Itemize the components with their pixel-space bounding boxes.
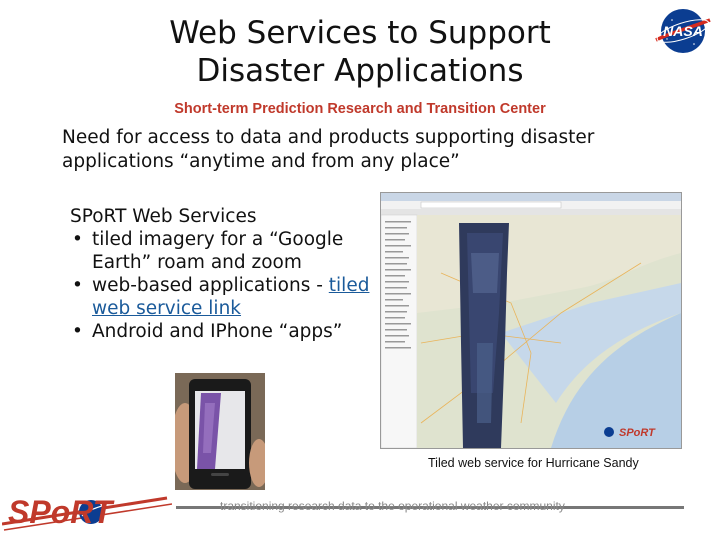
slide-title: [150, 14, 570, 90]
services-heading: SPoRT Web Services: [70, 206, 257, 227]
phone-photo: [175, 373, 265, 490]
tiled-web-service-link[interactable]: tiled web service link: [92, 275, 370, 319]
intro-line-1: Need for access to data and products supporting disaster: [62, 127, 595, 148]
title-line-1: Web Services to Support: [169, 15, 551, 51]
bullet-web-apps: [70, 274, 380, 320]
map-sport-logo: SPoRT: [619, 427, 655, 439]
bullet-3-text: Android and IPhone “apps”: [92, 321, 343, 342]
bullet-1-text: tiled imagery for a “Google Earth” roam and zoom: [92, 229, 344, 273]
services-list: [70, 228, 380, 343]
footer-tagline: transitioning research data to the operational weather community: [220, 499, 565, 513]
map-image: [381, 193, 681, 448]
bullet-mobile-apps: [70, 320, 380, 343]
svg-text:NASA: NASA: [663, 23, 703, 39]
map-screenshot: [380, 192, 682, 449]
bullet-2-text: web-based applications -: [92, 275, 329, 296]
map-caption: Tiled web service for Hurricane Sandy: [428, 456, 639, 470]
sport-logo-text: SPoRT: [8, 494, 113, 530]
title-line-2: Disaster Applications: [196, 53, 524, 89]
bullet-tiled-imagery: [70, 228, 380, 274]
services-block: [70, 205, 380, 343]
intro-line-2: applications “anytime and from any place”: [62, 151, 460, 172]
center-subtitle: Short-term Prediction Research and Transition Center: [174, 101, 546, 117]
intro-text: [62, 126, 672, 174]
nasa-logo: [652, 6, 714, 56]
sport-logo: [2, 490, 172, 534]
